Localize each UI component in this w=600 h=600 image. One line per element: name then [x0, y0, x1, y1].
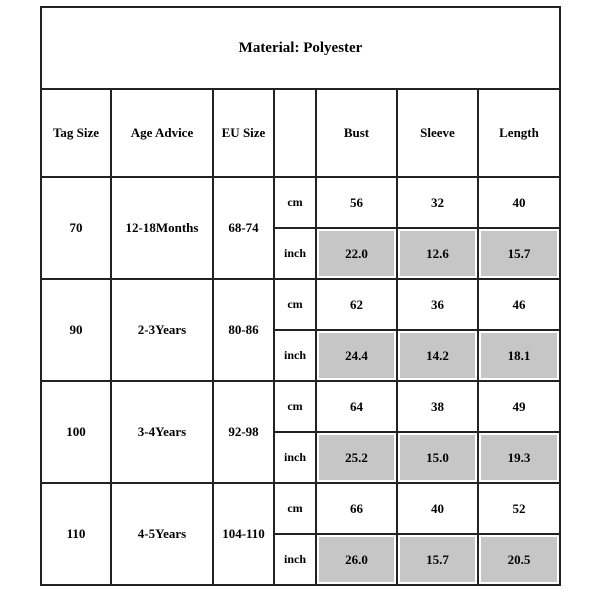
tag-size-cell: 70	[41, 177, 111, 279]
length-cm-cell: 52	[478, 483, 560, 534]
sleeve-inch-cell	[397, 330, 478, 381]
tag-size-cell: 90	[41, 279, 111, 381]
length-inch-value: 19.3	[481, 435, 557, 480]
bust-inch-value: 25.2	[319, 435, 394, 480]
bust-cm-cell: 56	[316, 177, 397, 228]
size-table	[40, 6, 561, 586]
length-cm-cell: 46	[478, 279, 560, 330]
unit-inch-cell: inch	[274, 330, 316, 381]
bust-inch-value: 22.0	[319, 231, 394, 276]
unit-cm-cell: cm	[274, 381, 316, 432]
sleeve-inch-value: 15.7	[400, 537, 475, 582]
length-inch-value: 20.5	[481, 537, 557, 582]
bust-inch-cell	[316, 330, 397, 381]
header-age-advice: Age Advice	[111, 89, 213, 177]
sleeve-inch-cell	[397, 228, 478, 279]
header-eu-size: EU Size	[213, 89, 274, 177]
age-advice-cell: 4-5Years	[111, 483, 213, 585]
age-advice-cell: 2-3Years	[111, 279, 213, 381]
length-cm-cell: 49	[478, 381, 560, 432]
sleeve-cm-cell: 36	[397, 279, 478, 330]
table-row	[41, 177, 560, 228]
unit-cm-cell: cm	[274, 177, 316, 228]
sleeve-cm-cell: 40	[397, 483, 478, 534]
age-advice-cell: 12-18Months	[111, 177, 213, 279]
eu-size-cell: 68-74	[213, 177, 274, 279]
length-inch-cell	[478, 330, 560, 381]
unit-inch-cell: inch	[274, 534, 316, 585]
bust-cm-cell: 66	[316, 483, 397, 534]
unit-inch-cell: inch	[274, 432, 316, 483]
sleeve-cm-cell: 32	[397, 177, 478, 228]
header-tag-size: Tag Size	[41, 89, 111, 177]
header-length: Length	[478, 89, 560, 177]
table-title: Material: Polyester	[41, 7, 560, 89]
unit-cm-cell: cm	[274, 483, 316, 534]
age-advice-cell: 3-4Years	[111, 381, 213, 483]
bust-inch-cell	[316, 534, 397, 585]
unit-cm-cell: cm	[274, 279, 316, 330]
table-row	[41, 279, 560, 330]
eu-size-cell: 92-98	[213, 381, 274, 483]
length-inch-cell	[478, 432, 560, 483]
sleeve-inch-value: 14.2	[400, 333, 475, 378]
length-inch-cell	[478, 534, 560, 585]
sleeve-inch-cell	[397, 534, 478, 585]
title-row	[41, 7, 560, 89]
bust-inch-cell	[316, 432, 397, 483]
sleeve-inch-cell	[397, 432, 478, 483]
bust-cm-cell: 62	[316, 279, 397, 330]
header-row	[41, 89, 560, 177]
sleeve-inch-value: 15.0	[400, 435, 475, 480]
bust-inch-cell	[316, 228, 397, 279]
length-cm-cell: 40	[478, 177, 560, 228]
sleeve-cm-cell: 38	[397, 381, 478, 432]
bust-cm-cell: 64	[316, 381, 397, 432]
tag-size-cell: 100	[41, 381, 111, 483]
tag-size-cell: 110	[41, 483, 111, 585]
length-inch-cell	[478, 228, 560, 279]
header-bust: Bust	[316, 89, 397, 177]
bust-inch-value: 24.4	[319, 333, 394, 378]
unit-inch-cell: inch	[274, 228, 316, 279]
sleeve-inch-value: 12.6	[400, 231, 475, 276]
eu-size-cell: 104-110	[213, 483, 274, 585]
length-inch-value: 15.7	[481, 231, 557, 276]
eu-size-cell: 80-86	[213, 279, 274, 381]
table-row	[41, 483, 560, 534]
table-row	[41, 381, 560, 432]
header-sleeve: Sleeve	[397, 89, 478, 177]
header-unit-blank	[274, 89, 316, 177]
bust-inch-value: 26.0	[319, 537, 394, 582]
length-inch-value: 18.1	[481, 333, 557, 378]
